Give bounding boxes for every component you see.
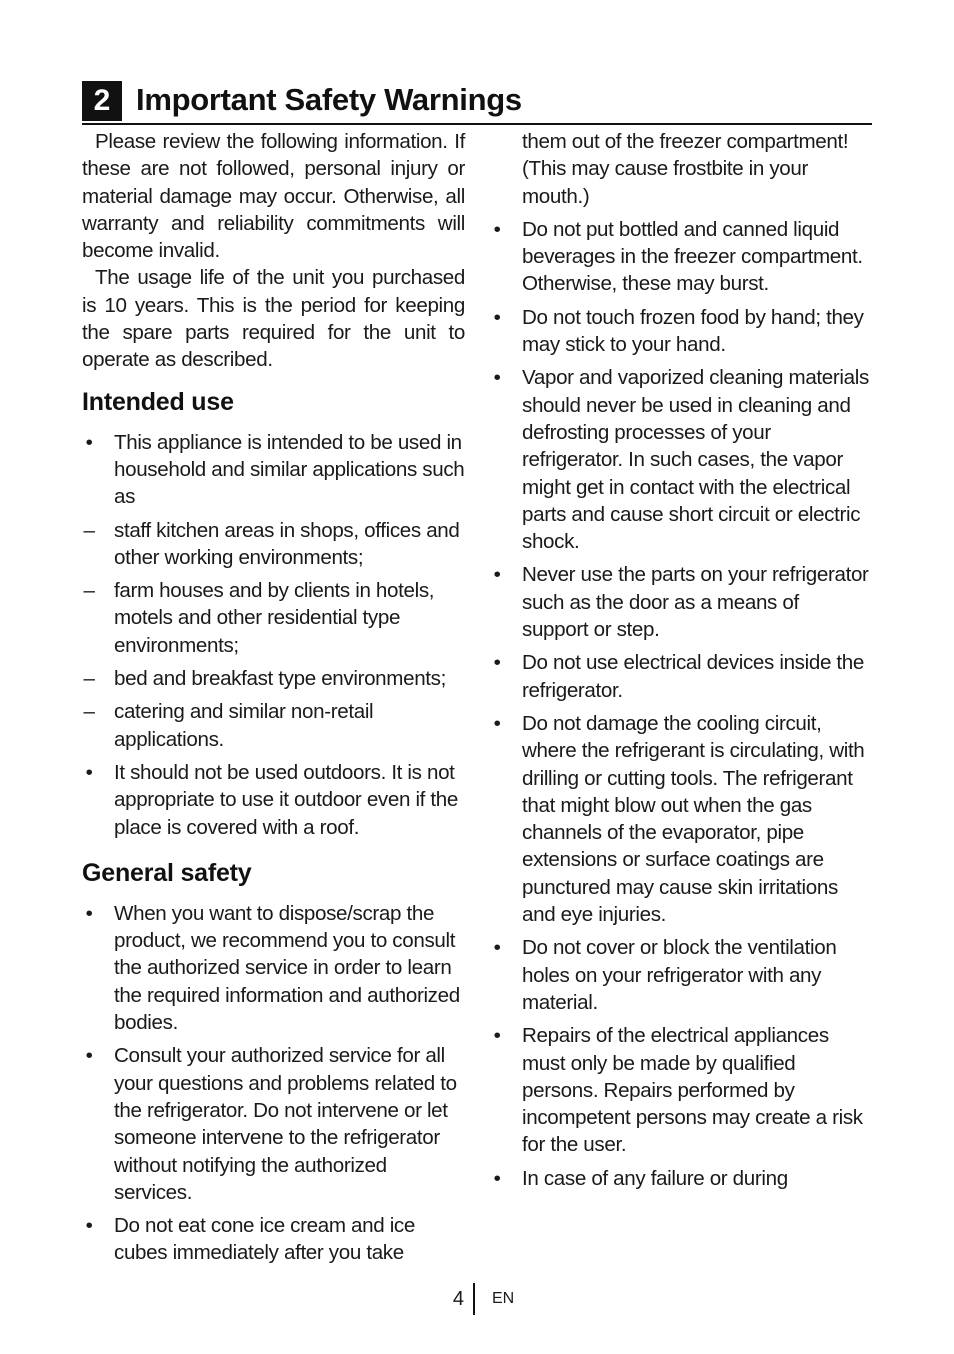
intended-use-list bbox=[82, 429, 465, 841]
list-item-text: Do not cover or block the ventilation holes on your refrigerator with any material. bbox=[522, 936, 837, 1014]
bullet-marker: • bbox=[493, 305, 501, 329]
list-item-text: farm houses and by clients in hotels, motels and other residential type environments; bbox=[114, 579, 435, 657]
bullet-marker: • bbox=[493, 936, 501, 960]
list-item-text: Do not touch frozen food by hand; they may stick to your hand. bbox=[522, 305, 864, 357]
bullet-marker: • bbox=[493, 651, 501, 675]
list-item bbox=[82, 698, 465, 753]
list-item bbox=[82, 1212, 465, 1267]
list-item bbox=[82, 900, 465, 1036]
bullet-marker: • bbox=[85, 1214, 93, 1238]
list-item-text: staff kitchen areas in shops, offices and other working environments; bbox=[114, 518, 460, 569]
dash-marker: – bbox=[83, 579, 95, 603]
list-item bbox=[490, 216, 870, 298]
bullet-marker: • bbox=[85, 1044, 93, 1068]
list-item bbox=[490, 364, 870, 555]
left-column bbox=[82, 128, 465, 1273]
list-item bbox=[490, 649, 870, 704]
bullet-marker: • bbox=[493, 1024, 501, 1048]
chapter-title: Important Safety Warnings bbox=[136, 82, 522, 117]
bullet-marker: • bbox=[85, 760, 93, 784]
list-item-text: Never use the parts on your refrigerator such as the door as a means of support or step. bbox=[522, 563, 869, 642]
dash-marker: – bbox=[83, 700, 95, 724]
list-item bbox=[82, 517, 465, 572]
bullet-marker: • bbox=[493, 217, 501, 241]
intro-paragraph: Please review the following information. If these are not followed, personal injury or material damage may occur. Otherwise, all warranty and reliability commitments will become invalid. bbox=[82, 130, 465, 263]
dash-marker: – bbox=[83, 518, 95, 542]
list-item-text: This appliance is intended to be used in household and similar applications such as bbox=[114, 430, 465, 509]
general-safety-list-continued bbox=[490, 216, 870, 1192]
bullet-marker: • bbox=[493, 563, 501, 587]
list-item bbox=[490, 934, 870, 1016]
list-item-text: Do not put bottled and canned liquid beverages in the freezer compartment. Otherwise, these may burst. bbox=[522, 217, 863, 296]
language-code: EN bbox=[492, 1290, 515, 1307]
list-item-text: Do not damage the cooling circuit, where the refrigerant is circulating, with drilling or cutting tools. The refrigerant that might blow out when the gas channels of the evaporator, pipe extensions or surface coatings are punctured may cause skin irritations and eye injuries. bbox=[522, 711, 865, 927]
list-item bbox=[82, 759, 465, 841]
chapter-number-badge: 2 bbox=[82, 81, 122, 121]
list-item-text: It should not be used outdoors. It is not appropriate to use it outdoor even if the place is covered with a roof. bbox=[114, 760, 458, 839]
bullet-marker: • bbox=[493, 366, 501, 390]
general-safety-heading: General safety bbox=[82, 858, 252, 887]
footer-divider bbox=[473, 1283, 475, 1315]
list-item bbox=[82, 577, 465, 659]
intended-use-heading: Intended use bbox=[82, 387, 234, 416]
list-item-text: bed and breakfast type environments; bbox=[114, 667, 446, 691]
list-item-text: When you want to dispose/scrap the product, we recommend you to consult the authorized service in order to learn the required information and authorized bodies. bbox=[114, 901, 460, 1035]
dash-marker: – bbox=[83, 667, 95, 691]
list-item bbox=[82, 429, 465, 511]
continued-list-item-text: them out of the freezer compartment! (This may cause frostbite in your mouth.) bbox=[522, 130, 849, 208]
list-item bbox=[490, 1165, 870, 1192]
list-item bbox=[490, 710, 870, 928]
list-item-text: Do not eat cone ice cream and ice cubes immediately after you take bbox=[114, 1214, 415, 1265]
list-item-text: Repairs of the electrical appliances must only be made by qualified persons. Repairs performed by incompetent persons may create a risk for the user. bbox=[522, 1024, 863, 1157]
list-item-text: Consult your authorized service for all your questions and problems related to the refrigerator. Do not intervene or let someone intervene to the refrigerator without notifying the authorized services. bbox=[114, 1044, 457, 1204]
list-item-text: Vapor and vaporized cleaning materials should never be used in cleaning and defrosting processes of your refrigerator. In such cases, the vapor might get in contact with the electrical parts and cause short circuit or electric shock. bbox=[522, 366, 869, 554]
list-item bbox=[490, 561, 870, 643]
page-number: 4 bbox=[452, 1288, 464, 1310]
list-item bbox=[490, 1022, 870, 1158]
bullet-marker: • bbox=[85, 430, 93, 454]
list-item-text: Do not use electrical devices inside the refrigerator. bbox=[522, 651, 865, 702]
list-item bbox=[82, 665, 465, 692]
chapter-header bbox=[82, 79, 872, 125]
bullet-marker: • bbox=[493, 711, 501, 735]
right-column bbox=[490, 128, 870, 1198]
list-item-text: In case of any failure or during bbox=[522, 1166, 788, 1190]
bullet-marker: • bbox=[493, 1166, 501, 1190]
general-safety-list bbox=[82, 900, 465, 1267]
list-item-text: catering and similar non-retail applications. bbox=[114, 700, 374, 751]
bullet-marker: • bbox=[85, 901, 93, 925]
list-item bbox=[490, 304, 870, 359]
list-item bbox=[82, 1042, 465, 1206]
intro-paragraph: The usage life of the unit you purchased is 10 years. This is the period for keeping the spare parts required for the unit to operate as described. bbox=[82, 266, 465, 372]
